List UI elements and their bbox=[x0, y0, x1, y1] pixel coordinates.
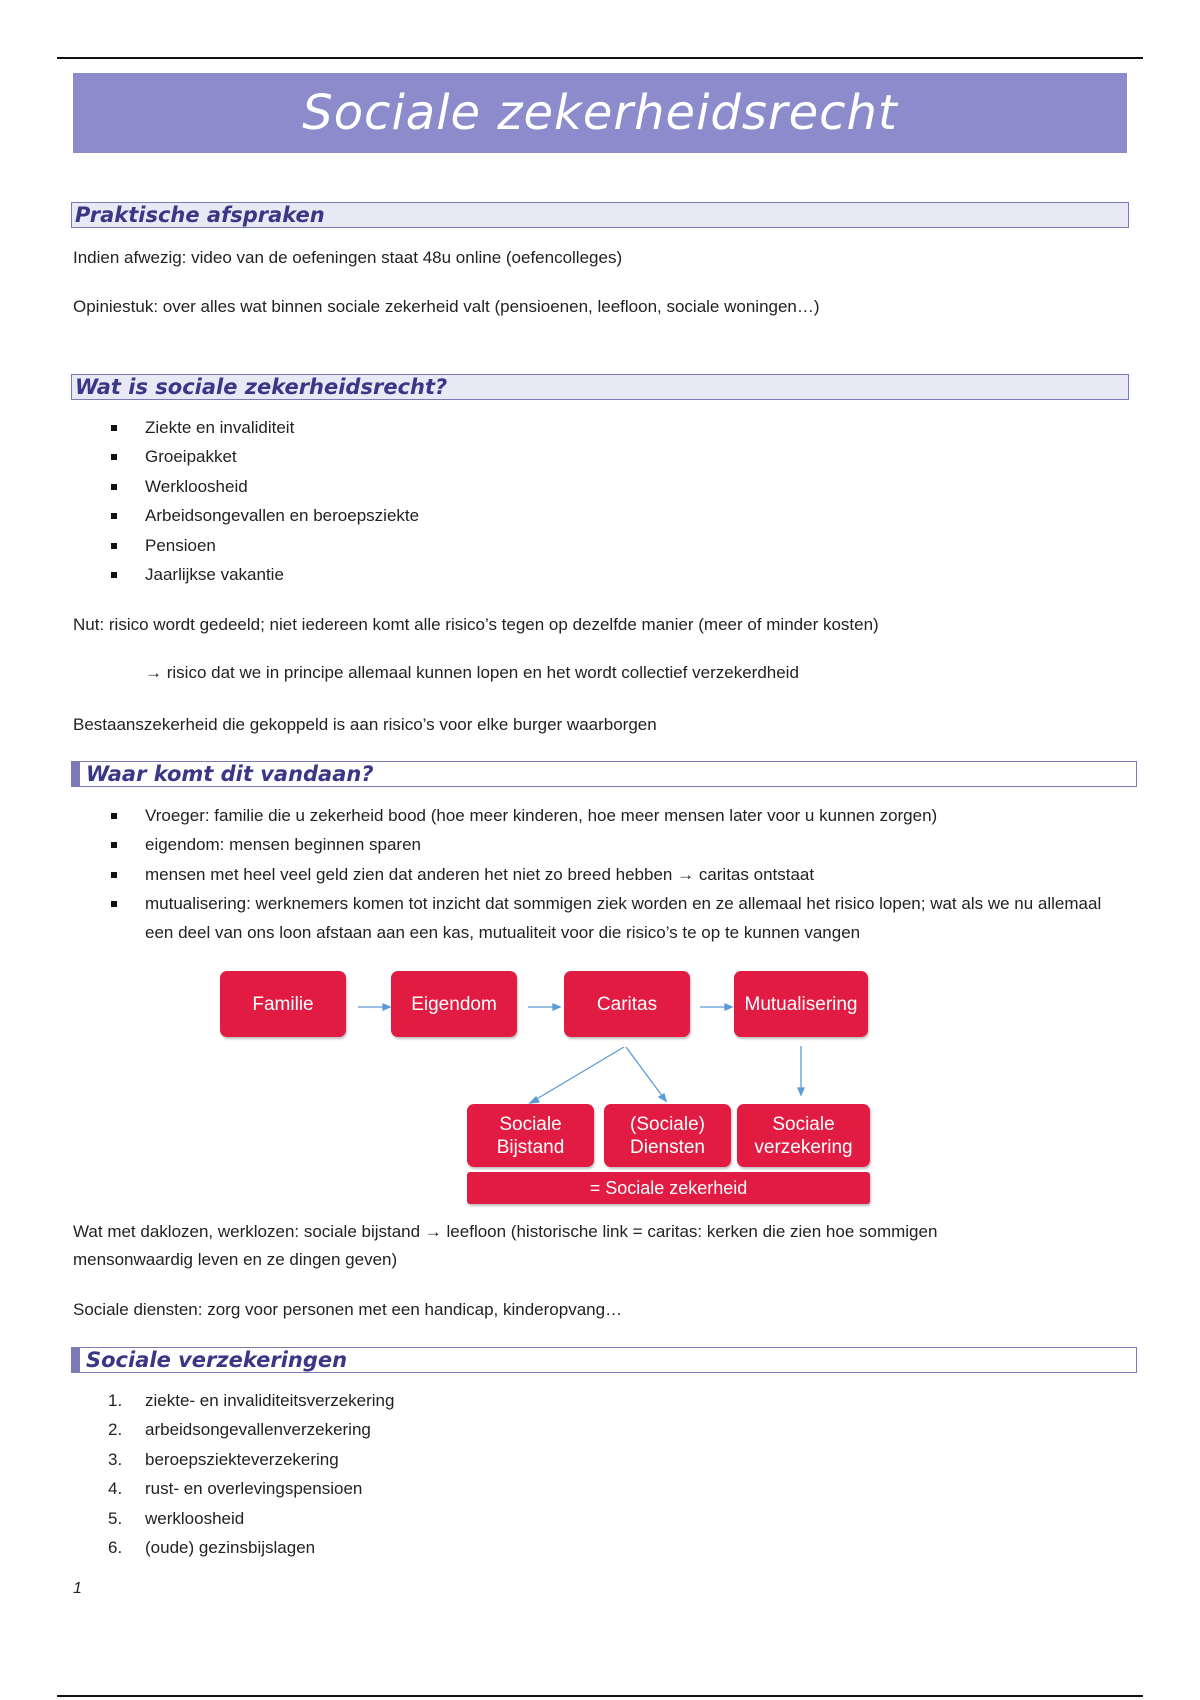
paragraph: Wat met daklozen, werklozen: sociale bijstand → leefloon (historische link = caritas: kerken die zien hoe sommigen mensonwaardig leven en ze dingen geven) bbox=[73, 1222, 938, 1269]
diagram-box-sociale-diensten: (Sociale) Diensten bbox=[604, 1104, 731, 1167]
diagram-box-sociale-zekerheid: = Sociale zekerheid bbox=[467, 1172, 870, 1204]
section-heading-waar-komt: Waar komt dit vandaan? bbox=[71, 761, 1137, 787]
risk-list bbox=[108, 413, 419, 589]
list-item: Jaarlijkse vakantie bbox=[108, 560, 419, 589]
page-number: 1 bbox=[73, 1580, 82, 1597]
list-item: 1. ziekte- en invaliditeitsverzekering bbox=[108, 1391, 395, 1410]
title-banner bbox=[73, 73, 1127, 153]
bottom-rule bbox=[57, 1695, 1143, 1697]
list-item: 6. (oude) gezinsbijslagen bbox=[108, 1537, 316, 1557]
diagram-box-mutualisering: Mutualisering bbox=[734, 971, 868, 1037]
history-list bbox=[108, 801, 1128, 947]
list-item: 5. werkloosheid bbox=[108, 1508, 245, 1528]
list-item: eigendom: mensen beginnen sparen bbox=[108, 830, 1128, 859]
paragraph: Indien afwezig: video van de oefeningen staat 48u online (oefencolleges) bbox=[73, 248, 623, 267]
paragraph: Sociale diensten: zorg voor personen met een handicap, kinderopvang… bbox=[73, 1300, 623, 1319]
section-heading-praktische-afspraken: Praktische afspraken bbox=[71, 202, 1129, 228]
paragraph-arrow: → risico dat we in principe allemaal kunnen lopen en het wordt collectief verzekerdheid bbox=[145, 663, 799, 682]
list-item: Pensioen bbox=[108, 531, 419, 560]
list-item: 3. beroepsziekteverzekering bbox=[108, 1449, 339, 1469]
paragraph: Opiniestuk: over alles wat binnen sociale zekerheid valt (pensioenen, leefloon, sociale woningen…) bbox=[73, 297, 820, 316]
diagram-box-familie: Familie bbox=[220, 971, 346, 1037]
section-heading-sociale-verzekeringen: Sociale verzekeringen bbox=[71, 1347, 1137, 1373]
list-item: 2. arbeidsongevallenverzekering bbox=[108, 1420, 371, 1440]
document-title: Sociale zekerheidsrecht bbox=[302, 85, 898, 141]
diagram-box-sociale-verzekering: Sociale verzekering bbox=[737, 1104, 870, 1167]
diagram-box-eigendom: Eigendom bbox=[391, 971, 517, 1037]
diagram-box-caritas: Caritas bbox=[564, 971, 690, 1037]
list-item: mensen met heel veel geld zien dat anderen het niet zo breed hebben → caritas ontstaat bbox=[108, 860, 1128, 889]
top-rule bbox=[57, 57, 1143, 59]
list-item: Groeipakket bbox=[108, 442, 419, 471]
list-item: Arbeidsongevallen en beroepsziekte bbox=[108, 501, 419, 530]
list-item: 4. rust- en overlevingspensioen bbox=[108, 1479, 363, 1499]
paragraph: Bestaanszekerheid die gekoppeld is aan risico’s voor elke burger waarborgen bbox=[73, 715, 657, 734]
section-heading-wat-is: Wat is sociale zekerheidsrecht? bbox=[71, 374, 1129, 400]
list-item: mutualisering: werknemers komen tot inzicht dat sommigen ziek worden en ze allemaal het risico lopen; wat als we nu allemaal een deel van ons loon afstaan aan een kas, mutualiteit voor die risico’s te op te kunnen vangen bbox=[108, 889, 1128, 947]
list-item: Werkloosheid bbox=[108, 472, 419, 501]
list-item: Vroeger: familie die u zekerheid bood (hoe meer kinderen, hoe meer mensen later voor u kunnen zorgen) bbox=[108, 801, 1128, 830]
diagram-box-sociale-bijstand: Sociale Bijstand bbox=[467, 1104, 594, 1167]
paragraph: Nut: risico wordt gedeeld; niet iedereen komt alle risico’s tegen op dezelfde manier (meer of minder kosten) bbox=[73, 615, 879, 634]
list-item: Ziekte en invaliditeit bbox=[108, 413, 419, 442]
insurance-list bbox=[108, 1386, 394, 1562]
